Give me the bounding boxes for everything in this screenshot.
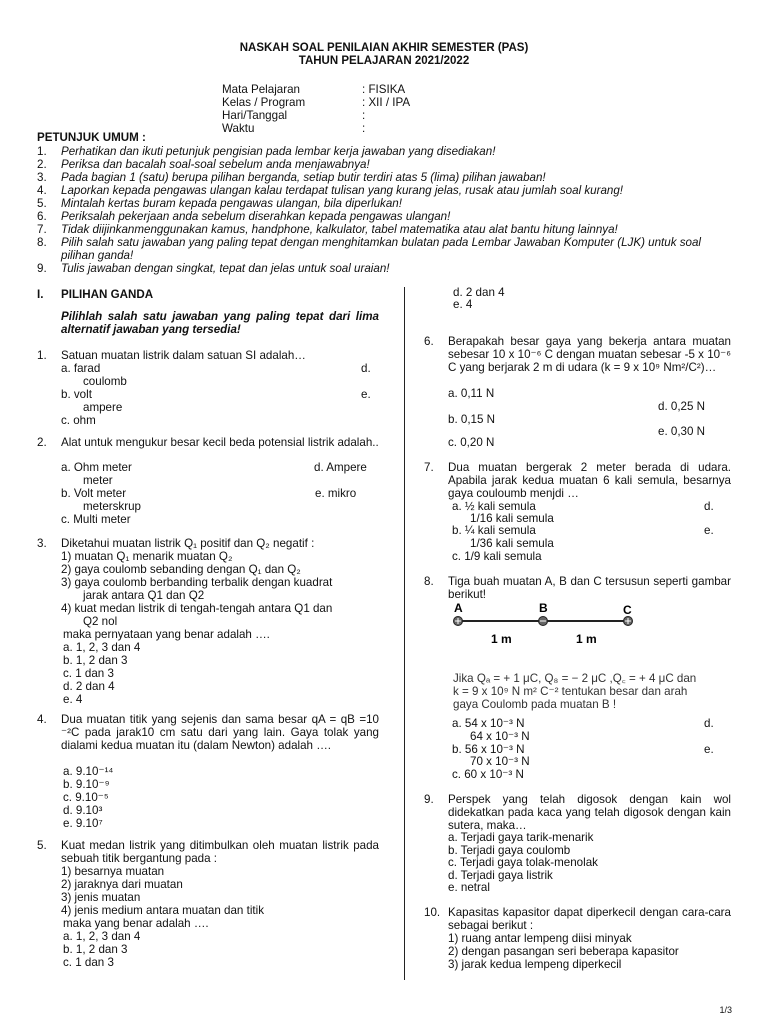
- distance-bc: 1 m: [576, 632, 597, 646]
- q8-given-1: Jika Qₐ = + 1 μC, Q₈ = − 2 μC ,Q꜀ = + 4 μC dan: [453, 672, 697, 685]
- instructions-heading: PETUNJUK UMUM :: [37, 131, 146, 144]
- q8-given-3: gaya Coulomb pada muatan B !: [453, 698, 617, 711]
- label-b: B: [539, 601, 548, 615]
- label-a: A: [454, 601, 463, 615]
- doc-subtitle: TAHUN PELAJARAN 2021/2022: [298, 55, 470, 67]
- section-instruction: Pilihlah salah satu jawaban yang paling tepat dari lima alternatif jawaban yang tersedia!: [61, 310, 379, 336]
- distance-ab: 1 m: [491, 632, 512, 646]
- q5-option-e: e. 4: [453, 298, 473, 311]
- q5-option-d: d. 2 dan 4: [453, 286, 505, 299]
- q8-given-2: k = 9 x 10⁹ N m² C⁻² tentukan besar dan arah: [453, 685, 688, 698]
- charge-diagram: [448, 600, 648, 650]
- section-number: I.: [37, 288, 44, 301]
- page-number: 1/3: [719, 1005, 732, 1015]
- doc-title: NASKAH SOAL PENILAIAN AKHIR SEMESTER (PAS): [239, 42, 529, 54]
- label-c: C: [623, 603, 632, 617]
- section-title: PILIHAN GANDA: [61, 288, 154, 301]
- column-divider: [404, 287, 405, 980]
